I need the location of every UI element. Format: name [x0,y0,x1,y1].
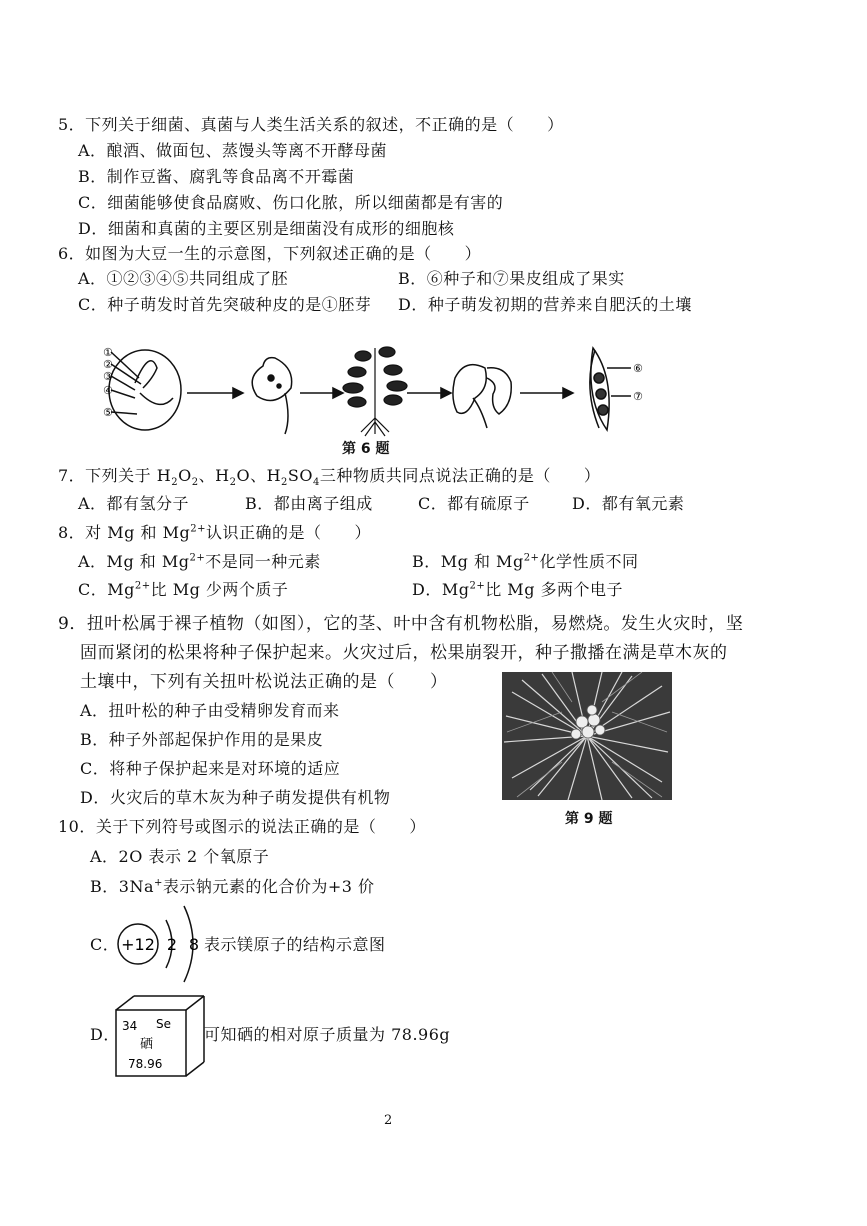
germinating-seed-drawing [252,358,291,434]
q10-option-d-label: D． [90,1025,120,1044]
soybean-plant-drawing [343,347,407,436]
atomic-mass: 78.96 [128,1057,163,1071]
q9-option-c: C．将种子保护起来是对环境的适应 [80,759,341,778]
atomic-number: 34 [122,1019,138,1033]
label-3: ③ [103,370,113,383]
q6-option-c: C．种子萌发时首先突破种皮的是①胚芽 [78,295,372,314]
q10-option-a: A．2O 表示 2 个氧原子 [90,847,270,866]
q5-option-b: B．制作豆酱、腐乳等食品离不开霉菌 [78,167,355,186]
soybean-pod-drawing [590,348,631,430]
soybean-flower-drawing [453,365,511,428]
formula-h2so4: $H_2SO_4$ [266,466,320,489]
label-4: ④ [103,384,113,397]
shell-2-electrons: 8 [188,935,200,954]
q9-option-d: D．火灾后的草木灰为种子萌发提供有机物 [80,788,391,807]
q7-option-b: B．都由离子组成 [245,494,373,513]
q8-stem: 8．对 Mg 和 $Mg^{2+}$认识正确的是（ ） [58,523,371,542]
formula-h2o2: $H_2O_2$ [156,466,199,489]
magnesium-atom-structure-diagram [112,900,208,990]
q7-option-a: A．都有氢分子 [78,494,190,513]
label-2: ② [103,358,113,371]
label-5: ⑤ [103,406,113,419]
page-number: 2 [384,1113,393,1128]
q6-option-d: D．种子萌发初期的营养来自肥沃的土壤 [398,295,692,314]
q8-option-b: B．Mg 和 $Mg^{2+}$化学性质不同 [412,552,639,571]
label-1: ① [103,346,113,359]
q5-stem: 5．下列关于细菌、真菌与人类生活关系的叙述，不正确的是（ ） [58,115,564,134]
figure-6-caption: 第 6 题 [342,441,390,457]
arrow-right-icon [407,388,451,398]
q9-option-b: B．种子外部起保护作用的是果皮 [80,730,324,749]
formula-h2o: $H_2O$ [215,466,251,489]
arrow-right-icon [300,388,343,398]
figure-9-caption: 第 9 题 [565,811,613,827]
q8-option-a: A．Mg 和 $Mg^{2+}$不是同一种元素 [78,552,321,571]
q6-stem: 6．如图为大豆一生的示意图，下列叙述正确的是（ ） [58,244,482,263]
q9-option-a: A．扭叶松的种子由受精卵发育而来 [80,701,340,720]
q10-option-c-label: C． [90,935,120,954]
q7-option-d: D．都有氧元素 [572,494,685,513]
shell-1-electrons: 2 [166,935,178,954]
q7-option-c: C．都有硫原子 [418,494,530,513]
label-6: ⑥ [633,362,643,375]
q5-option-a: A．酿酒、做面包、蒸馒头等离不开酵母菌 [78,141,388,160]
q6-option-a: A．①②③④⑤共同组成了胚 [78,269,289,288]
nucleus-charge: +12 [121,935,155,954]
selenium-element-cell [112,992,208,1080]
q8-option-c: C．$Mg^{2+}$比 Mg 少两个质子 [78,580,289,599]
soybean-lifecycle-figure [95,338,665,438]
q5-option-d: D．细菌和真菌的主要区别是细菌没有成形的细胞核 [78,219,455,238]
q10-stem: 10．关于下列符号或图示的说法正确的是（ ） [58,817,426,836]
element-symbol: Se [156,1017,171,1031]
seed-structure-diagram [109,350,181,430]
q6-option-b: B．⑥种子和⑦果皮组成了果实 [398,269,625,288]
q7-stem: 7．下列关于 $H_2O_2$、$H_2O$、$H_2SO_4$三种物质共同点说法正确的是（ ） [58,466,601,489]
q8-option-d: D．$Mg^{2+}$比 Mg 多两个电子 [412,580,624,599]
label-7: ⑦ [633,390,643,403]
q5-option-c: C．细菌能够使食品腐败、伤口化脓，所以细菌都是有害的 [78,193,504,212]
q9-stem-line-2: 固而紧闭的松果将种子保护起来。火灾过后，松果崩裂开，种子撒播在满是草木灰的 [80,643,728,663]
arrow-right-icon [187,388,243,398]
arrow-right-icon [520,388,573,398]
q7-stem-text: 7．下列关于 [58,466,157,485]
element-name: 硒 [140,1037,154,1052]
lodgepole-pine-photo [502,672,672,800]
q10-option-b: B．3Na+表示钠元素的化合价为+3 价 [90,877,375,896]
q10-option-d-text: 可知硒的相对原子质量为 78.96g [204,1025,451,1044]
q9-stem-line-1: 9．扭叶松属于裸子植物（如图），它的茎、叶中含有机物松脂，易燃烧。发生火灾时，坚 [58,614,744,634]
q10-option-c-text: 表示镁原子的结构示意图 [204,935,386,954]
q9-stem-line-3: 土壤中，下列有关扭叶松说法正确的是（ ） [80,672,448,692]
